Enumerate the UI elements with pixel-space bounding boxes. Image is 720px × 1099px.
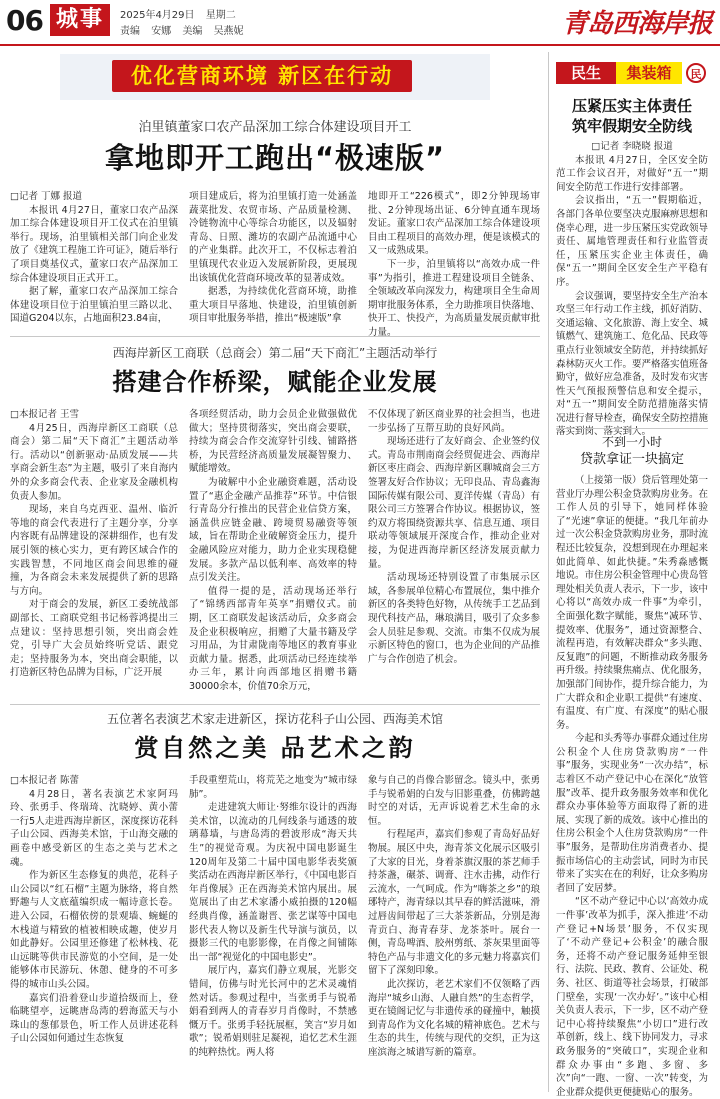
article2-col2 (189, 408, 357, 698)
section-name: 城事 (50, 4, 110, 36)
article1-para: 项目建成后，将为泊里镇打造一处涵盖蔬菜批发、农贸市场、产品质量检测、冷链物流中心等综合功能区，以及辐射青岛、日照、潍坊的农副产品流通中心的产业集群。此次开工，不仅标志着泊里镇现代农业迈入发展新阶段，更展现出该镇优化营商环境改革的显著成效。 (189, 191, 357, 284)
right-article2-para: （上接第一版）贷后管理处第一营业厅办理公积金贷款购房业务。在工作人员的引导下，她同样体验了“光速”拿证的便捷。“我几年前办过一次公积金贷款购房业务，那时流程还比较复杂，没想到现在办理起来如此简单、如此快捷。”朱秀淼感慨地说。市住房公积金管理中心贵岛管理处相关负责人表示，下一步，该中心将以“高效办成一件事”为牵引，全面强化数字赋能，聚焦“减环节、提效率、优服务”，通过资源整合、流程再造，有效解决群众“多头跑、反复跑”的问题，不断推动政务服务再升级。持续聚焦痛点、优化服务，加强部门间协作，提升综合能力，为广大群众和企业职工提供“有速度、有温度、有广度、有深度”的贴心服务。 (556, 475, 709, 731)
article1-subhead: 泊里镇董家口农产品深加工综合体建设项目开工 (138, 120, 412, 135)
article3-col1 (10, 774, 178, 1090)
article2-para: 活动现场还特别设置了市集展示区域，各参展单位精心布置展位，集中推介新区的各类特色好物，从传统手工艺品到现代科技产品，琳琅满目，吸引了众多参会人员驻足参观、交流。市集不仅成为展示新区特色的窗口，也为企业间的产品推广与合作创造了机会。 (368, 572, 540, 665)
editor-line (120, 22, 252, 37)
article3-para: 手段重塑荒山，将荒芜之地变为“城市绿肺”。 (189, 775, 357, 800)
article2-para: 现场还进行了友好商会、企业签约仪式。青岛市荆南商会经贸促进会、西海岸新区枣庄商会、西海岸新区聊城商会三方签署友好合作协议；无印良品、青岛鑫海国际传媒有限公司、夏洋传媒（青岛）有限公司三方签署合作协议。根据协议，签约双方将围绕资源共享、信息互通、项目联动等领域展开深度合作，推动企业对接，为促进西海岸新区经济发展贡献力量。 (368, 436, 540, 570)
issue-date-line (120, 6, 244, 21)
article1-col3 (368, 190, 540, 338)
article2-para: 对于商会的发展，新区工委统战部副部长、工商联党组书记杨蓉鸿提出三点建议：坚持思想引领，突出商会姓党，引导广大会员始终听党话、跟党走；坚持服务为本，突出商会职能，以打造新区特色品牌为目标，广泛开展 (10, 599, 178, 679)
right-article2-para: “区不动产登记中心以‘高效办成一件事’改革为抓手，深入推进‘不动产登记+N场景’服务，不仅实现了‘不动产登记+公积金’的融合服务，还将不动产登记服务延伸至银行、法院、民政、教育、公证处、税务、社区、街道等社会场景，打破部门壁垒，实现‘一次办好’。”该中心相关负责人表示，下一步，区不动产登记中心将持续聚焦“小切口”进行改革创新，线上、线下协同发力，寻求政务服务的“突破口”，实现企业和群众办事由“多跑、多窗、多次”向“一跑、一窗、一次”转变，为企业群众提供更便捷贴心的服务。 (556, 896, 709, 1098)
column-tag-a: 民生 (556, 62, 616, 84)
article2-col1 (10, 408, 178, 698)
article3-para: 嘉宾们沿着登山步道拾级而上，登临眺望亭，远眺唐岛湾的碧海蓝天与小珠山的葱郁景色，听工作人员讲述花科子山公园如何通过生态恢复 (10, 992, 178, 1045)
designer-name: 吴燕妮 (213, 26, 244, 37)
section-banner: 优化营商环境 新区在行动 (112, 60, 412, 92)
article1-headline: 拿地即开工跑出“极速版” (104, 141, 446, 175)
masthead (0, 0, 720, 46)
page-number: 06 (6, 4, 43, 37)
article3-headline: 赏自然之美 品艺术之韵 (134, 734, 416, 762)
article1-col2 (189, 190, 357, 330)
speech-bubble-icon: 民 (686, 63, 706, 83)
right-article1-para: 会议指出，“五一”假期临近，各部门各单位要坚决克服麻痹思想和侥幸心理，进一步压紧压实党政领导责任、属地管理责任和行业监管责任，压紧压实企业主体责任，确保“五一”期间全区安全生产平稳有序。 (556, 195, 709, 288)
article2-headline: 搭建合作桥梁，赋能企业发展 (112, 368, 438, 396)
article3-para: 象与自己的肖像合影留念。镜头中，张勇手与锐希娟的白发与旧影重叠，仿佛跨越时空的对话，无声诉说着艺术生命的永恒。 (368, 775, 540, 827)
article2-bottom-rule (10, 704, 540, 705)
right-article2-body (556, 474, 709, 1098)
article1-byline: □记者 丁娜 报道 (10, 191, 83, 202)
editor-label: 责编 (120, 26, 140, 37)
article1-para: 本报讯 4月27日，董家口农产品深加工综合体建设项目开工仪式在泊里镇举行。现场，泊里镇相关部门向企业发放了《建筑工程施工许可证》，随后举行了项目奠基仪式，董家口农产品深加工综合体建设项目正式开工。 (10, 204, 178, 284)
main-right-divider (548, 52, 549, 1092)
article3-para: 作为新区生态修复的典范，花科子山公园以“红石榴”主题为脉络，将自然野趣与人文底蕴编织成一幅诗意长卷。进入公园，石榴依傍的景观墙、蜿蜒的木栈道与精致的植被相映成趣，使岁月如此静好。公园里还修建了松林栈、花山远眺等供市民游览的小空间，是一处能够体市民游玩、休憩、健身的不可多得的城市山头公园。 (10, 870, 178, 990)
right-article1-headline: 压紧压实主体责任 筑牢假期安全防线 (571, 97, 692, 135)
article3-para: 此次探访，老艺术家们不仅领略了西海岸“城乡山海、人融自然”的生态哲学，更在镜阁记忆与非遗传承的碰撞中，触摸到青岛作为文化名城的精神底色。艺术与生态的共生，传统与现代的交织，正为这座滨海之城谱写新的篇章。 (368, 978, 540, 1058)
article2-para: 各项经贸活动，助力会员企业做强做优做大；坚持贯彻落实，突出商会要联，持续为商会合作交流穿针引线、铺路搭桥，为民营经济高质量发展凝智聚力、赋能增效。 (189, 409, 357, 475)
article1-para: 下一步，泊里镇将以“高效办成一件事”为指引，推进工程建设项目全链条、全领域改革向深发力，构建项目全生命周期审批服务体系，全力助推项目快落地、快开工、快投产，为高质量发展贡献审批力量。 (368, 258, 540, 338)
article3-col2 (189, 774, 357, 1090)
right-article1-byline: □记者 李晓晓 报道 (591, 141, 673, 152)
article2-col3 (368, 408, 540, 698)
article1-col1 (10, 190, 178, 330)
article2-para: 4月25日，西海岸新区工商联（总商会）第二届“天下商汇”主题活动举行。活动以“创新驱动·品质发展——共享商会新生态”为主题，吸引了来自海内外的众多商会代表、企业家及金融机构负责人参加。 (10, 422, 178, 502)
article2-byline: □本报记者 王雪 (10, 409, 80, 420)
right-article2-para: 今起和头秀等办事群众通过住房公积金个人住房贷款购房“一件事”服务，实现业务“一次办结”，标志着区不动产登记中心在深化“放管服”改革、提升政务服务效率和优化群众办事体验等方面取得了新的进展、实现了新的成效。该中心推出的住房公积金个人住房贷款购房“一件事”服务，是帮助住房消费者办、提振市场信心的主动尝试，同时为市民带来了实实在在的利好，让众多购房者回了安居梦。 (556, 733, 709, 894)
right-article1-para: 会议强调，要坚持安全生产治本攻坚三年行动工作主线，抓好消防、交通运输、文化旅游、海上安全、城镇燃气、建筑施工、危化品、民政等重点行业领域安全防范，并持续抓好森林防灭火工作。要严格落实值班备勤守，做好应急准备，及时发布灾害性天气预报预警信息和安全提示，对“五一”期间安全防范措施落实情况进行督导检查，确保安全防控措施落实到岗、落实到人。 (556, 290, 709, 438)
editor-name: 安娜 (151, 26, 172, 37)
article3-para: 展厅内，嘉宾们静立观展，光影交错间，仿佛与时光长河中的艺术灵魂悄然对话。参观过程中，当张勇手与锐希娟看到两人的青春岁月肖像时，不禁感慨万千。张勇手轻抚展框，笑言“岁月如歌”；锐希娟则驻足凝视，追忆艺术生涯的纯粹热忱。两人将 (189, 965, 357, 1058)
right-divider (556, 428, 708, 429)
article1-para: 据悉，为持续优化营商环境，助推重大项目早落地、快建设，泊里镇创新项目审批服务举措，推出“极速版”拿 (189, 286, 357, 325)
designer-label: 美编 (182, 26, 203, 37)
article3-byline: □本报记者 陈蕾 (10, 775, 80, 786)
article3-para: 走进建筑大师让·努维尔设计的西海美术馆，以流动的几何线条与通透的玻璃幕墙，与唐岛湾的碧波形成“海天共生”的视觉奇观。为庆祝中国电影诞生120周年及第二十届中国电影华表奖颁奖活动在西海岸新区举行，《中国电影百年肖像展》正在西海美术馆内展出。展览展出了由艺术家潘小威拍摄的120幅经典肖像，涵盖谢晋、张艺谋等中国电影代表人物以及新生代导演与演员，以摄影三代的电影影像，在肖像之间铺陈出一部“视觉化的中国电影史”。 (189, 802, 357, 963)
article2-para: 为破解中小企业融资难题，活动设置了“惠企金融产品推荐”环节。中信银行青岛分行推出的民营企业信贷方案，涵盖供应链金融、跨境贸易融资等领域，旨在帮助企业破解资金压力，提升金融风险应对能力，助力企业实现稳健发展。多款产品以低利率、高效率的特点引发关注。 (189, 476, 357, 584)
column-tag-b: 集装箱 (616, 62, 682, 84)
right-article2-headline: 不到一小时 贷款拿证一块搞定 (579, 435, 684, 467)
article1-bottom-rule (10, 336, 540, 337)
article2-para: 现场，来自乌克西亚、温州、临沂等地的商会代表进行了主题分享，分享内容既有品牌建设的深耕细作，也有发展引领的核心实力，更有跨区域合作的实践智慧，不同地区商会间思维的碰撞，为各商会未来发展提供了新的思路与方向。 (10, 504, 178, 597)
column-tag (556, 62, 708, 86)
article3-para: 行程尾声，嘉宾们参观了青岛好品好物展。展区中央，海青茶文化展示区吸引了大家的目光，身着茶旗汉服的茶艺师手持茶盏，碾茶、调膏、注水击拂，动作行云流水，一气呵成。作为“嗨茶之乡”的琅琊特产，海青绿以其早春的鲜活滋味，滑过唇齿间带起了三大茶茶新品，分别是海青贡白、海青春芽、龙茶茶叶。展台一侧，青岛啤酒、胶州剪纸、茶灰果里面等特色产品与非遗文化的多元魅力将嘉宾们留下了深刻印象。 (368, 829, 540, 977)
article1-para: 据了解，董家口农产品深加工综合体建设项目位于泊里镇泊里三路以北、国道G204以东，占地面积23.84亩， (10, 286, 178, 325)
right-article1-para: 本报讯 4月27日，全区安全防范工作会议召开，对做好“五一”期间安全防范工作进行安排部署。 (556, 154, 708, 193)
issue-weekday: 星期二 (205, 10, 236, 21)
article2-para: 值得一提的是，活动现场还举行了“锦绣西部青年英享”捐赠仪式。前期，区工商联发起该活动后，众多商会及企业积极响应，捐赠了大量书籍及学习用品，为甘肃陇南等地区的教育事业贡献力量。据悉，此项活动已经连续举办三年，累计向西部地区捐赠书籍30000余本，价值70余万元， (189, 585, 357, 692)
article2-para: 不仅体现了新区商业界的社会担当，也进一步弘扬了互帮互助的良好风尚。 (368, 409, 540, 434)
issue-date: 2025年4月29日 (120, 10, 195, 21)
article1-para: 地即开工“226模式”，即2分钟现场审批、2分钟现场出证、6分钟直通车现场发证。董家口农产品深加工综合体建设项目由工程项目的高效办理，便是该模式的又一成熟成果。 (368, 191, 540, 257)
right-article1-body (556, 140, 709, 438)
newspaper-logo: 青岛西海岸报 (561, 9, 712, 39)
article2-subhead: 西海岸新区工商联（总商会）第二届“天下商汇”主题活动举行 (112, 346, 438, 360)
article3-para: 4月28日，著名表演艺术家阿玛玲、张勇手、佟瑞琦、沈晓婷、黄小蕾一行5人走进西海岸新区，深度探访花科子山公园、西海美术馆，于山海交融的画卷中感受新区的生态之美与艺术之魂。 (10, 788, 178, 868)
article3-subhead: 五位著名表演艺术家走进新区，探访花科子山公园、西海美术馆 (106, 712, 443, 726)
article3-col3 (368, 774, 540, 1090)
